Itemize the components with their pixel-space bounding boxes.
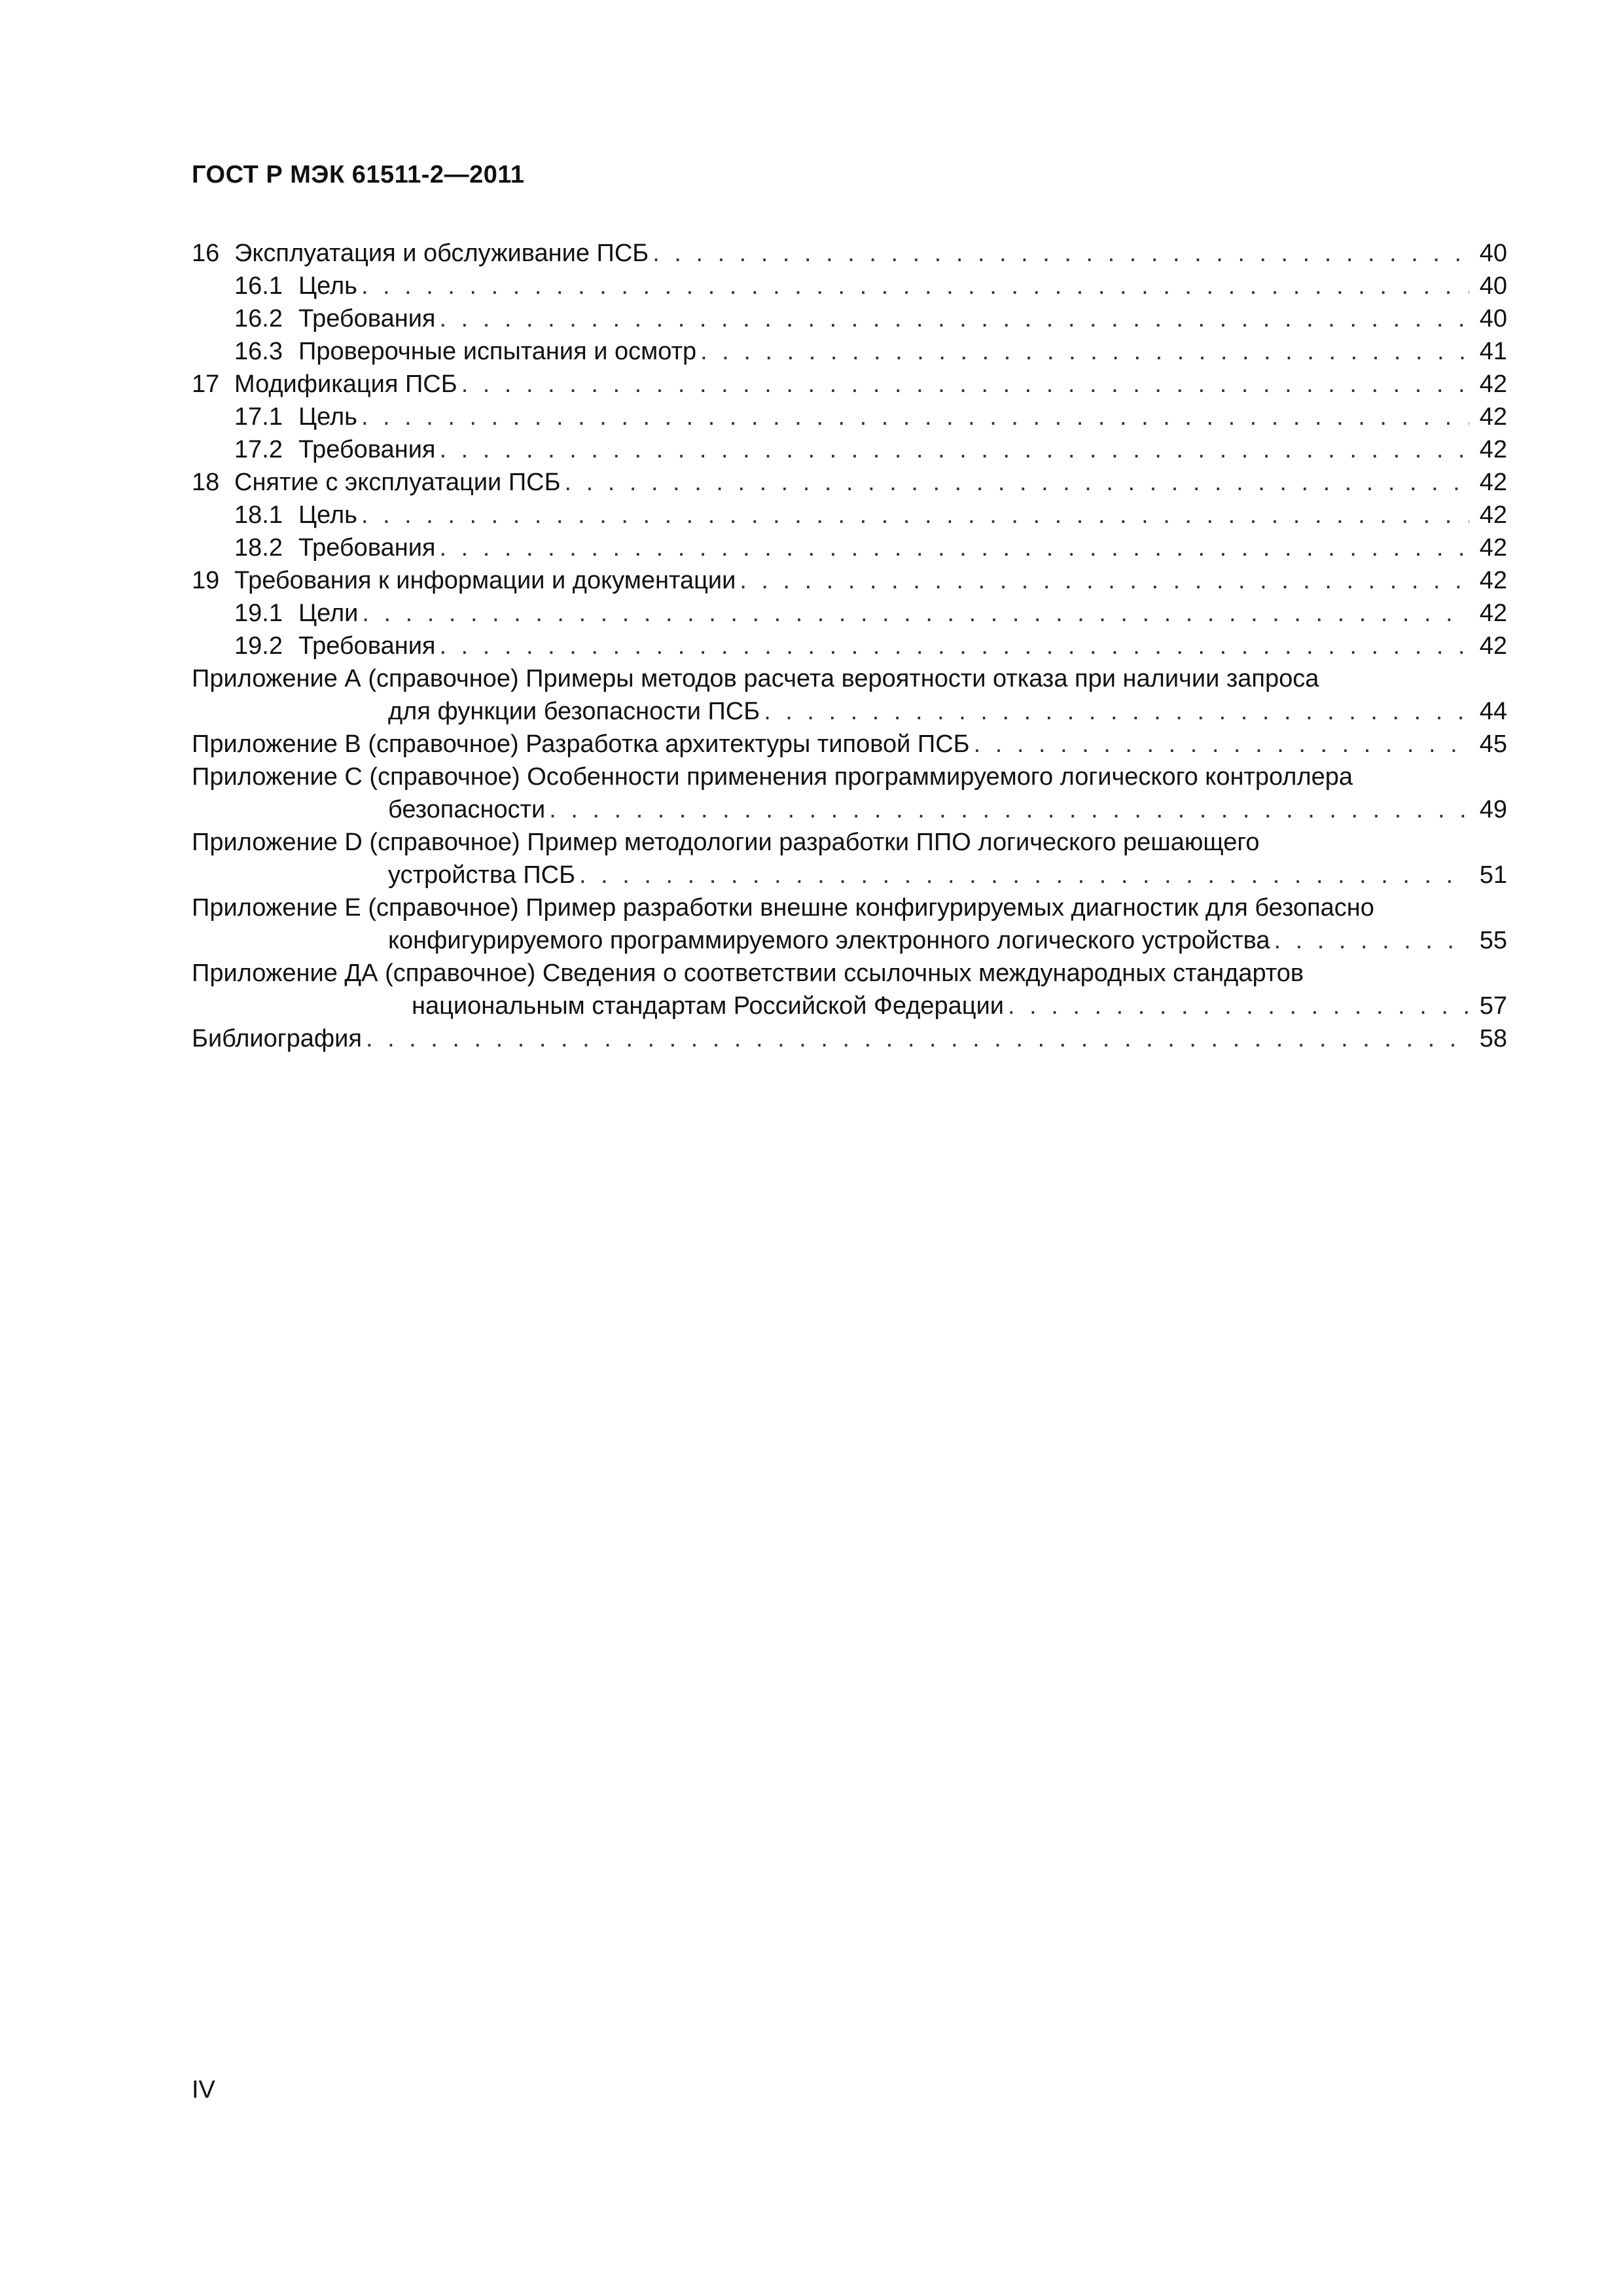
toc-entry-bibliography[interactable] — [192, 1022, 1507, 1055]
toc-entry-18-2[interactable] — [192, 531, 1507, 564]
toc-page-number: 40 — [1479, 240, 1507, 267]
toc-title-continuation: устройства ПСБ — [388, 861, 576, 889]
toc-title: Приложение ДА (справочное) Сведения о соответствии ссылочных международных стандартов — [192, 960, 1304, 987]
toc-number: 16.3 — [234, 338, 283, 365]
toc-entry-17-2[interactable] — [192, 433, 1507, 466]
toc-number: 19.2 — [234, 632, 283, 660]
toc-number: 16.1 — [234, 272, 283, 300]
dot-leader — [461, 368, 1469, 401]
dot-leader — [361, 401, 1469, 433]
dot-leader — [361, 499, 1469, 531]
toc-title: Требования к информации и документации — [234, 567, 736, 594]
toc-entry-18[interactable] — [192, 466, 1507, 499]
toc-number: 16.2 — [234, 305, 283, 332]
toc-page-number: 42 — [1479, 370, 1507, 398]
toc-entry-annex-d[interactable] — [192, 826, 1507, 891]
page-footer — [192, 2076, 215, 2104]
toc-entry-annex-da[interactable] — [192, 957, 1507, 1022]
toc-page-number: 42 — [1479, 403, 1507, 431]
dot-leader — [740, 564, 1469, 597]
toc-title: Приложение Е (справочное) Пример разработки внешне конфигурируемых диагностик для безопасно — [192, 894, 1374, 922]
toc-page-number: 44 — [1479, 698, 1507, 725]
toc-title: Требования — [298, 632, 436, 660]
toc-page-number: 42 — [1479, 501, 1507, 529]
dot-leader — [764, 695, 1469, 728]
toc-entry-19[interactable] — [192, 564, 1507, 597]
toc-entry-16-3[interactable] — [192, 335, 1507, 368]
toc-entry-annex-c[interactable] — [192, 761, 1507, 826]
toc-title: Цели — [298, 600, 359, 627]
toc-number: 18.1 — [234, 501, 283, 529]
toc-entry-18-1[interactable] — [192, 499, 1507, 531]
toc-title: Приложение А (справочное) Примеры методов расчета вероятности отказа при наличии запроса — [192, 665, 1319, 692]
toc-title: Приложение D (справочное) Пример методологии разработки ППО логического решающего — [192, 829, 1260, 856]
dot-leader — [1274, 924, 1469, 957]
toc-number: 18.2 — [234, 534, 283, 562]
toc-page-number: 51 — [1479, 861, 1507, 889]
toc-entry-16-1[interactable] — [192, 270, 1507, 302]
toc-number: 17.2 — [234, 436, 283, 463]
toc-number: 16 — [192, 240, 220, 267]
toc-number: 19 — [192, 567, 220, 594]
toc-page-number: 42 — [1479, 600, 1507, 627]
dot-leader — [440, 630, 1469, 662]
toc-title: Эксплуатация и обслуживание ПСБ — [234, 240, 649, 267]
toc-title-continuation: для функции безопасности ПСБ — [388, 698, 760, 725]
toc-entry-annex-e[interactable] — [192, 891, 1507, 957]
toc-title: Модификация ПСБ — [234, 370, 457, 398]
toc-title: Приложение С (справочное) Особенности применения программируемого логического контроллера — [192, 763, 1353, 791]
toc-entry-annex-b[interactable] — [192, 728, 1507, 761]
toc-entry-16[interactable] — [192, 237, 1507, 270]
dot-leader — [361, 270, 1469, 302]
toc-number: 17.1 — [234, 403, 283, 431]
toc-page-number: 42 — [1479, 567, 1507, 594]
toc-page-number: 40 — [1479, 272, 1507, 300]
dot-leader — [366, 1022, 1469, 1055]
toc-page-number: 42 — [1479, 469, 1507, 496]
toc-title-continuation: конфигурируемого программируемого электронного логического устройства — [388, 927, 1270, 954]
toc-title: Цель — [298, 501, 357, 529]
dot-leader — [440, 433, 1469, 466]
toc-title-continuation: национальным стандартам Российской Федерации — [412, 992, 1005, 1020]
dot-leader — [549, 793, 1469, 826]
toc-entry-19-2[interactable] — [192, 630, 1507, 662]
toc-title: Приложение В (справочное) Разработка архитектуры типовой ПСБ — [192, 730, 970, 758]
toc-entry-16-2[interactable] — [192, 302, 1507, 335]
toc-title: Требования — [298, 305, 436, 332]
toc-page-number: 58 — [1479, 1025, 1507, 1052]
document-header — [192, 161, 525, 189]
dot-leader — [652, 237, 1469, 270]
dot-leader — [700, 335, 1469, 368]
toc-title: Снятие с эксплуатации ПСБ — [234, 469, 561, 496]
toc-page-number: 42 — [1479, 632, 1507, 660]
toc-title: Требования — [298, 534, 436, 562]
toc-title: Цель — [298, 403, 357, 431]
toc-entry-annex-a[interactable] — [192, 662, 1507, 728]
toc-page-number: 57 — [1479, 992, 1507, 1020]
dot-leader — [1008, 990, 1469, 1022]
toc-title: Требования — [298, 436, 436, 463]
table-of-contents — [192, 237, 1507, 1055]
dot-leader — [362, 597, 1469, 630]
toc-number: 18 — [192, 469, 220, 496]
toc-page-number: 41 — [1479, 338, 1507, 365]
toc-title-continuation: безопасности — [388, 796, 546, 823]
dot-leader — [565, 466, 1469, 499]
toc-page-number: 55 — [1479, 927, 1507, 954]
toc-entry-17-1[interactable] — [192, 401, 1507, 433]
document-designation: ГОСТ Р МЭК 61511-2—2011 — [192, 161, 525, 188]
dot-leader — [579, 859, 1469, 891]
dot-leader — [440, 302, 1469, 335]
page-number-label: IV — [192, 2076, 215, 2104]
dot-leader — [974, 728, 1469, 761]
dot-leader — [440, 531, 1469, 564]
toc-entry-17[interactable] — [192, 368, 1507, 401]
toc-page-number: 42 — [1479, 534, 1507, 562]
toc-title: Библиография — [192, 1025, 362, 1052]
toc-page-number: 42 — [1479, 436, 1507, 463]
toc-title: Цель — [298, 272, 357, 300]
toc-entry-19-1[interactable] — [192, 597, 1507, 630]
toc-number: 17 — [192, 370, 220, 398]
toc-page-number: 49 — [1479, 796, 1507, 823]
toc-page-number: 40 — [1479, 305, 1507, 332]
toc-title: Проверочные испытания и осмотр — [298, 338, 697, 365]
toc-page-number: 45 — [1479, 730, 1507, 758]
toc-number: 19.1 — [234, 600, 283, 627]
